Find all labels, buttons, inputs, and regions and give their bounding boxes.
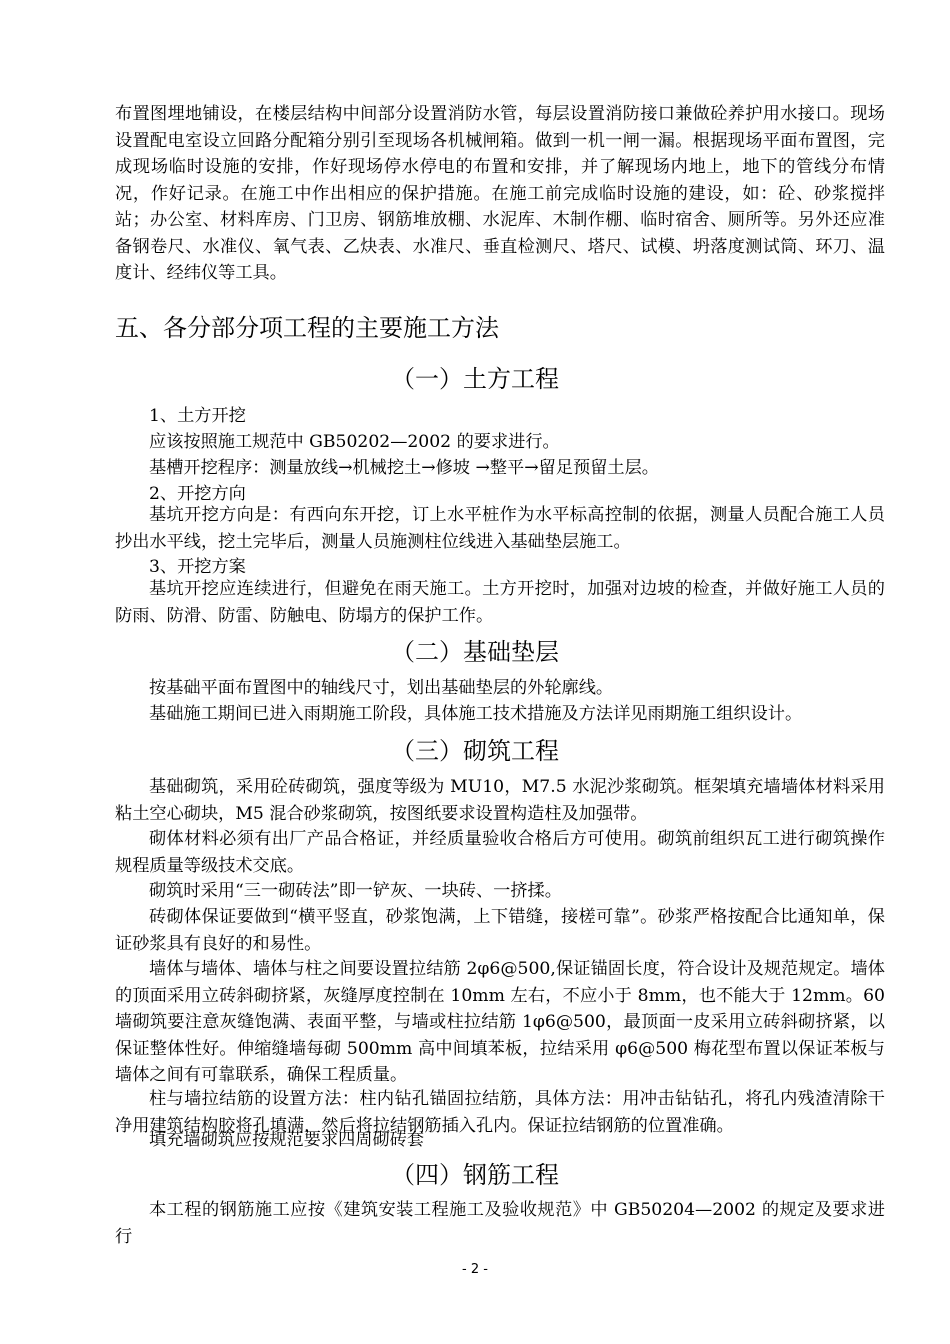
masonry-text-4: 砖砌体保证要做到“横平竖直，砂浆饱满，上下错缝，接槎可靠”。砂浆严格按配合比通知单，保证砂浆具有良好的和易性。: [115, 907, 885, 954]
earthwork-item3-title: 3、开挖方案: [149, 557, 246, 577]
earthwork-item2-text: 基坑开挖方向是：有西向东开挖，订上水平桩作为水平标高控制的依据，测量人员配合施工人员抄出水平线，挖土完毕后，测量人员施测柱位线进入基础垫层施工。: [115, 505, 885, 552]
cushion-text-1: 按基础平面布置图中的轴线尺寸，划出基础垫层的外轮廓线。: [149, 678, 614, 698]
earthwork-item1-procedure: 基槽开挖程序：测量放线→机械挖土→修坡 →整平→留足预留土层。: [149, 458, 659, 478]
masonry-text-7: 填充墙砌筑应按规范要求四周砌砖套: [149, 1130, 425, 1150]
earthwork-item3-text: 基坑开挖应连续进行，但避免在雨天施工。土方开挖时，加强对边坡的检查，并做好施工人员的防雨、防滑、防雷、防触电、防塌方的保护工作。: [115, 579, 885, 626]
masonry-text-6: 柱与墙拉结筋的设置方法：柱内钻孔锚固拉结筋，具体方法：用冲击钻钻孔，将孔内残渣清除干净用建筑结构胶将孔填满，然后将拉结钢筋插入孔内。保证拉结钢筋的位置准确。: [115, 1089, 885, 1136]
rebar-text-1: 本工程的钢筋施工应按《建筑安装工程施工及验收规范》中 GB50204—2002 的规定及要求进行: [115, 1200, 885, 1247]
earthwork-item1-text: 应该按照施工规范中 GB50202—2002 的要求进行。: [149, 432, 560, 452]
masonry-text-1: 基础砌筑，采用砼砖砌筑，强度等级为 MU10，M7.5 水泥沙浆砌筑。框架填充墙墙体材料采用粘土空心砌块，M5 混合砂浆砌筑，按图纸要求设置构造柱及加强带。: [115, 777, 885, 824]
cushion-heading: （二）基础垫层: [391, 638, 559, 666]
earthwork-heading: （一）土方工程: [391, 365, 559, 393]
rebar-heading: （四）钢筋工程: [391, 1161, 559, 1189]
earthwork-item2-title: 2、开挖方向: [149, 484, 246, 504]
earthwork-item1-title: 1、土方开挖: [149, 406, 246, 426]
masonry-heading: （三）砌筑工程: [391, 737, 559, 765]
intro-paragraph: 布置图埋地铺设，在楼层结构中间部分设置消防水管，每层设置消防接口兼做砼养护用水接口。现场设置配电室设立回路分配箱分别引至现场各机械闸箱。做到一机一闸一漏。根据现场平面布置图，完成现场临时设施的安排，作好现场停水停电的布置和安排，并了解现场内地上，地下的管线分布情况，作好记录。在施工中作出相应的保护措施。在施工前完成临时设施的建设，如：砼、砂浆搅拌站；办公室、材料库房、门卫房、钢筋堆放棚、水泥库、木制作棚、临时宿舍、厕所等。另外还应准备钢卷尺、水准仪、氧气表、乙炔表、水准尺、垂直检测尺、塔尺、试模、坍落度测试筒、环刀、温度计、经纬仪等工具。: [115, 104, 885, 283]
section-heading: 五、各分部分项工程的主要施工方法: [115, 314, 499, 342]
masonry-text-5: 墙体与墙体、墙体与柱之间要设置拉结筋 2φ6@500,保证锚固长度，符合设计及规范规定。墙体的顶面采用立砖斜砌挤紧，灰缝厚度控制在 10mm 左右，不应小于 8mm，也不能大于 12mm。60 墙砌筑要注意灰缝饱满、表面平整，与墙或柱拉结筋 1φ6@500，最顶面一皮采用立砖斜砌挤紧，以保证整体性好。伸缩缝墙每砌 500mm 高中间填苯板，拉结采用 φ6@500 梅花型布置以保证苯板与墙体之间有可靠联系，确保工程质量。: [115, 959, 885, 1085]
masonry-text-2: 砌体材料必须有出厂产品合格证，并经质量验收合格后方可使用。砌筑前组织瓦工进行砌筑操作规程质量等级技术交底。: [115, 829, 885, 876]
page-number: - 2 -: [462, 1262, 488, 1277]
cushion-text-2: 基础施工期间已进入雨期施工阶段，具体施工技术措施及方法详见雨期施工组织设计。: [149, 704, 803, 724]
masonry-text-3: 砌筑时采用“三一砌砖法”即一铲灰、一块砖、一挤揉。: [149, 881, 562, 901]
